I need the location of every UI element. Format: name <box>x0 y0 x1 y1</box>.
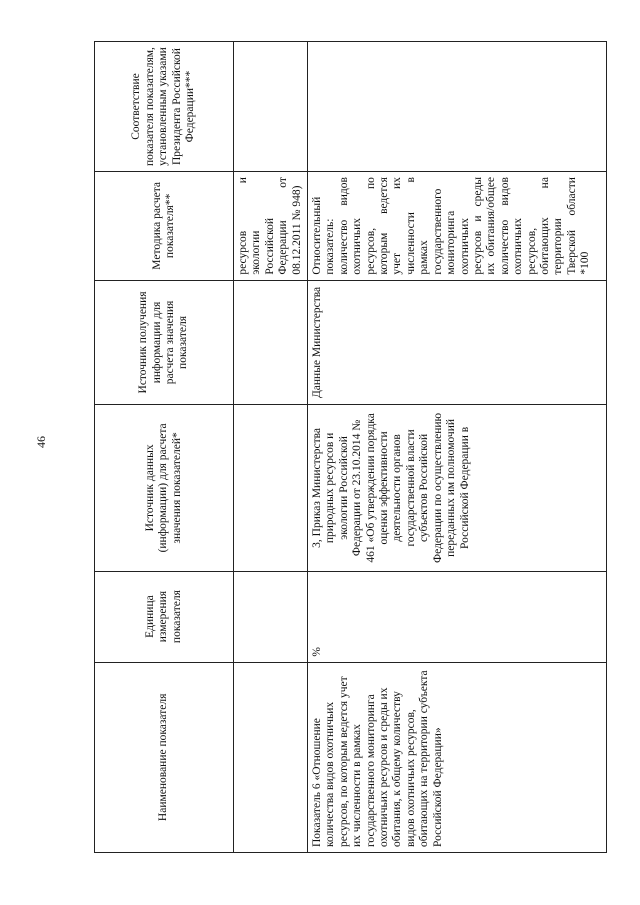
cont-method-cell: ресурсов и экологии Российской Федерации от 08.12.2011 № 948) <box>234 172 308 281</box>
method-cell: Относительный показатель: количество видов охотничьих ресурсов, по которым ведется учет их численности в рамках государственного мониторинга охотничьих ресурсов и среды их обитания/общее количество видов охотничьих ресурсов, обитающих на территории Тверской области *100 <box>308 172 607 281</box>
page-number: 46 <box>34 436 48 448</box>
table-row <box>308 42 607 853</box>
rotated-table-sheet <box>94 41 592 853</box>
indicator-name-cell: Показатель 6 «Отношение количества видов охотничьих ресурсов, по которым ведется учет их численности в рамках государственного мониторинга охотничьих ресурсов и среды их обитания, к общему количеству видов охотничьих ресурсов, обитающих на территории субъекта Российской Федерации» <box>308 662 607 852</box>
cont-unit-cell <box>234 571 308 662</box>
cont-data-source-cell <box>234 405 308 571</box>
indicator-table <box>94 41 607 853</box>
header-method: Методика расчета показателя** <box>95 172 234 281</box>
header-unit: Единица измерения показателя <box>95 571 234 662</box>
cont-decree-cell <box>234 42 308 172</box>
header-info-source: Источник получения информации для расчета значения показателя <box>95 280 234 405</box>
table-header-row <box>95 42 234 853</box>
header-data-source: Источник данных (информации) для расчета значения показателей* <box>95 405 234 571</box>
header-indicator-name: Наименование показателя <box>95 662 234 852</box>
cont-info-source-cell <box>234 280 308 405</box>
header-decree-compliance: Соответствие показателя показателям, установленным указами Президента Российской Федерации*** <box>95 42 234 172</box>
info-source-cell: Данные Министерства <box>308 280 607 405</box>
unit-cell: % <box>308 571 607 662</box>
decree-compliance-cell <box>308 42 607 172</box>
continuation-row <box>234 42 308 853</box>
data-source-cell: 3, Приказ Министерства природных ресурсов и экологии Российской Федерации от 23.10.2014 № 461 «Об утверждении порядка оценки эффективности деятельности органов государственной власти субъектов Российской Федерации по осуществлению переданных им полномочий Российской Федерации в <box>308 405 607 571</box>
cont-name-cell <box>234 662 308 852</box>
